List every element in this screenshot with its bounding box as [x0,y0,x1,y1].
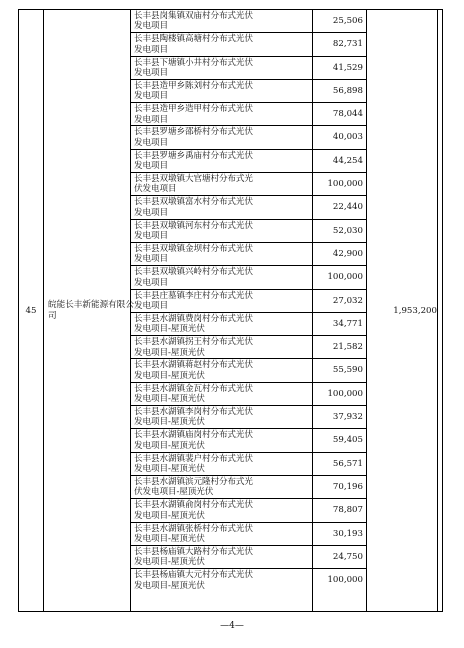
project-name: 长丰县水湖镇庙岗村分布式光伏发电项目-屋顶光伏 [134,430,253,451]
table-row [131,546,366,569]
project-name: 长丰县水湖镇李岗村分布式光伏发电项目-屋顶光伏 [134,407,253,428]
project-capacity: 56,898 [332,85,363,96]
table-row [131,196,366,219]
page-number: —4— [220,621,244,631]
table-row [131,453,366,476]
table-row [131,499,366,522]
table-row [131,266,366,289]
project-name: 长丰县水湖镇张桥村分布式光伏发电项目-屋顶光伏 [134,523,253,544]
project-capacity: 24,750 [332,551,363,562]
project-name: 长丰县水湖镇蒋赵村分布式光伏发电项目-屋顶光伏 [134,360,253,381]
table-row [131,80,366,103]
project-name: 长丰县造甲乡陈刘村分布式光伏发电项目 [134,80,253,102]
project-name: 长丰县杨庙镇大元村分布式光伏发电项目-屋顶光伏 [134,570,253,591]
project-capacity: 22,440 [332,202,363,213]
project-name: 长丰县杨庙镇大路村分布式光伏发电项目-屋顶光伏 [134,546,253,568]
project-name: 长丰县庄墓镇李庄村分布式光伏发电项目 [134,290,253,311]
project-name: 长丰县双墩镇兴岭村分布式光伏发电项目 [134,267,253,288]
project-rows [131,10,366,592]
project-name: 长丰县罗塘乡邵桥村分布式光伏发电项目 [134,127,253,148]
table-row [131,33,366,56]
project-capacity: 25,506 [332,16,363,26]
project-capacity: 41,529 [332,62,363,73]
project-name: 长丰县双墩镇河东村分布式光伏发电项目 [134,220,253,242]
project-name: 长丰县陶楼镇高塘村分布式光伏发电项目 [134,34,253,55]
project-capacity: 100,000 [327,388,363,399]
table-row [131,359,366,382]
project-capacity: 100,000 [327,272,363,283]
project-name: 长丰县水湖镇滨元隆村分布式光伏发电项目-屋顶光伏 [134,476,253,498]
total-capacity: 1,953,200 [393,305,437,316]
table-row [131,173,366,196]
project-name: 长丰县岗集镇双庙村分布式光伏发电项目 [134,11,253,32]
project-table [18,9,443,612]
project-capacity: 34,771 [332,318,363,329]
project-capacity: 78,807 [332,505,363,516]
project-capacity: 27,032 [332,295,363,306]
project-name: 长丰县双墩镇金坝村分布式光伏发电项目 [134,243,253,265]
table-row [131,103,366,126]
project-name: 长丰县水湖镇拐王村分布式光伏发电项目-屋顶光伏 [134,337,253,358]
table-row [131,569,366,592]
project-name: 长丰县水湖镇费岗村分布式光伏发电项目-屋顶光伏 [134,313,253,335]
table-row [131,126,366,149]
project-capacity: 42,900 [332,248,363,259]
project-capacity: 37,932 [332,412,363,423]
project-capacity: 55,590 [332,365,363,376]
project-capacity: 82,731 [332,39,363,50]
project-capacity: 100,000 [327,575,363,586]
project-capacity: 56,571 [332,458,363,469]
row-index: 45 [25,305,37,316]
table-row [131,313,366,336]
project-capacity: 44,254 [332,155,363,166]
table-row [131,406,366,429]
project-name: 长丰县双墩镇大官塘村分布式光伏发电项目 [134,174,253,195]
table-row [131,220,366,243]
table-row [131,243,366,266]
project-capacity: 21,582 [332,342,363,353]
project-capacity: 52,030 [332,225,363,236]
project-capacity: 70,196 [332,481,363,492]
project-capacity: 78,044 [332,109,363,120]
table-row [131,336,366,359]
project-name: 长丰县罗塘乡禹庙村分布式光伏发电项目 [134,150,253,172]
project-capacity: 30,193 [332,528,363,539]
project-capacity: 100,000 [327,179,363,190]
table-row [131,57,366,80]
project-capacity: 59,405 [332,435,363,446]
project-name: 长丰县下塘镇小井村分布式光伏发电项目 [134,57,253,78]
table-row [131,429,366,452]
project-name: 长丰县水湖镇俞岗村分布式光伏发电项目-屋顶光伏 [134,500,253,521]
table-row [131,523,366,546]
table-row [131,10,366,33]
table-row [131,476,366,499]
project-name: 长丰县造甲乡造甲村分布式光伏发电项目 [134,104,253,125]
company-name: 皖能长丰新能源有限公司 [48,299,134,321]
project-name: 长丰县双墩镇富水村分布式光伏发电项目 [134,197,253,218]
project-capacity: 40,003 [332,132,363,143]
project-name: 长丰县水湖镇金瓦村分布式光伏发电项目-屋顶光伏 [134,383,253,405]
table-row [131,290,366,313]
table-row [131,150,366,173]
table-row [131,383,366,406]
project-name: 长丰县水湖镇裴户村分布式光伏发电项目-屋顶光伏 [134,453,253,475]
